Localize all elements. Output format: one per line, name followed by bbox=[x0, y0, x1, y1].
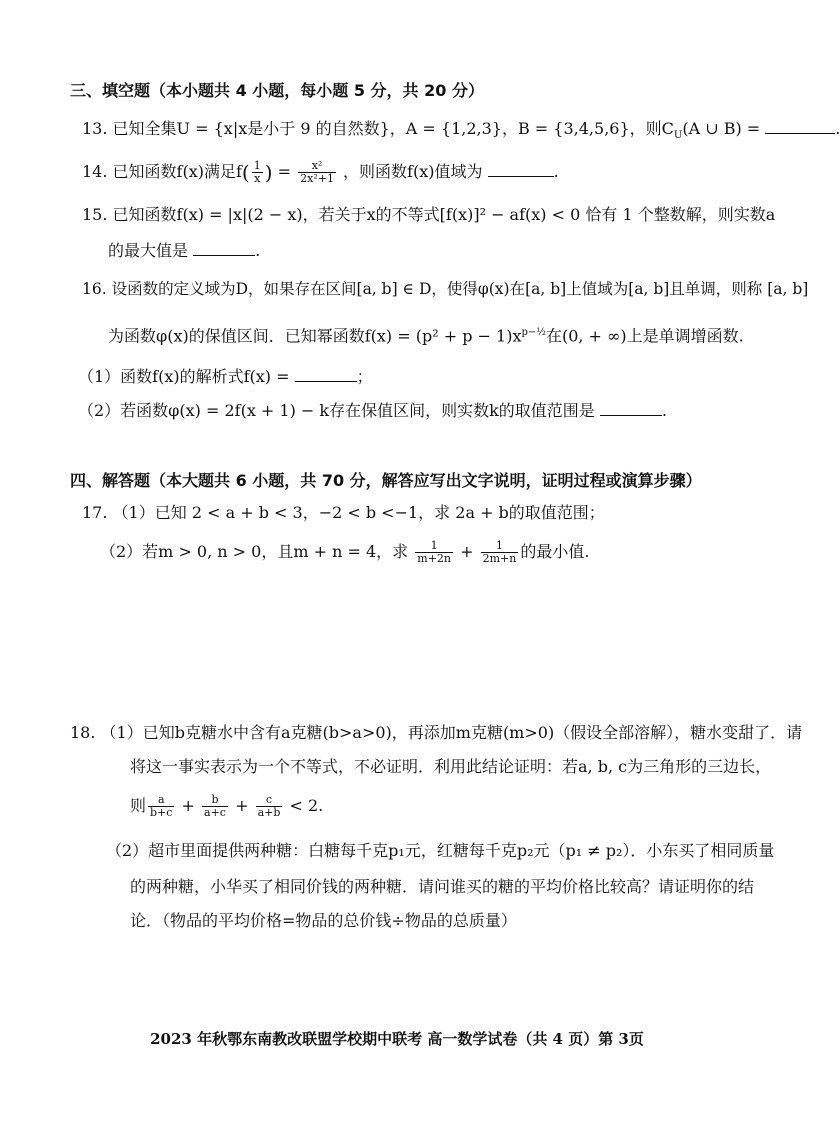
numerator: 1 bbox=[253, 159, 261, 172]
question-text: （2）若函数φ(x) = 2f(x + 1) − k存在保值区间，则实数k的取值范围是 bbox=[78, 401, 595, 420]
question-text: 设函数的定义域为D，如果存在区间[a, b] ∈ D，使得φ(x)在[a, b]上值域为[a, b]且单调，则称 [a, b] bbox=[111, 280, 809, 298]
question-17-part-1 bbox=[82, 502, 605, 524]
exponent: p−½ bbox=[521, 327, 546, 338]
numerator: 1 bbox=[481, 540, 519, 553]
end-mark: . bbox=[553, 162, 559, 181]
question-15-line-2 bbox=[108, 240, 260, 262]
question-14 bbox=[82, 160, 559, 185]
question-number: 14. bbox=[82, 162, 108, 181]
question-18-line-3 bbox=[130, 794, 323, 819]
question-text: （1）已知b克糖水中含有a克糖(b>a>0)，再添加m克糖(m>0)（假设全部溶解），糖水变甜了．请 bbox=[100, 723, 803, 742]
question-13 bbox=[82, 118, 840, 147]
denominator: b+c bbox=[150, 806, 173, 819]
fraction-b-over-a-plus-c bbox=[202, 794, 228, 819]
denominator: a+c bbox=[204, 806, 226, 819]
question-16-line-2 bbox=[108, 322, 744, 347]
question-text: （2）若m > 0, n > 0，且m + n = 4，求 bbox=[100, 542, 409, 561]
end-mark: . bbox=[835, 119, 840, 138]
page-footer: 2023 年秋鄂东南教改联盟学校期中联考 高一数学试卷（共 4 页）第 3页 bbox=[150, 1030, 644, 1048]
question-15-line-1 bbox=[82, 204, 775, 226]
question-18-line-2: 将这一事实表示为一个不等式，不必证明．利用此结论证明：若a, b, c为三角形的三边长， bbox=[130, 757, 772, 776]
question-text-tail: 在(0, + ∞)上是单调增函数. bbox=[545, 326, 744, 346]
denominator: m+2n bbox=[417, 552, 451, 565]
answer-blank[interactable] bbox=[600, 401, 662, 416]
question-18-line-6: 论．（物品的平均价格=物品的总价钱÷物品的总质量） bbox=[130, 911, 517, 930]
numerator: b bbox=[202, 794, 228, 807]
denominator: 2x²+1 bbox=[300, 172, 334, 185]
question-number: 15. bbox=[82, 205, 108, 224]
fraction-1-over-x bbox=[252, 160, 263, 185]
question-text: 已知函数f(x) = |x|(2 − x)，若关于x的不等式[f(x)]² − af(x) < 0 恰有 1 个整数解，则实数a bbox=[112, 205, 776, 224]
denominator: a+b bbox=[257, 806, 281, 819]
right-paren: ) bbox=[264, 160, 273, 185]
end-mark: ； bbox=[356, 367, 373, 386]
denominator: x bbox=[254, 172, 261, 185]
question-16-line-1 bbox=[82, 278, 808, 300]
denominator: 2m+n bbox=[482, 552, 517, 565]
question-number: 16. bbox=[82, 280, 107, 298]
question-16-part-1 bbox=[78, 366, 373, 388]
question-text: 为函数φ(x)的保值区间．已知幂函数f(x) = (p² + p − 1)x bbox=[108, 326, 522, 346]
section-3-heading: 三、填空题（本小题共 4 小题，每小题 5 分，共 20 分） bbox=[70, 81, 484, 100]
question-18-line-5: 的两种糖，小华买了相同价钱的两种糖．请问谁买的糖的平均价格比较高？请证明你的结 bbox=[130, 877, 755, 896]
answer-blank[interactable] bbox=[488, 162, 554, 177]
question-number: 17. bbox=[82, 503, 108, 522]
question-text: （1）已知 2 < a + b < 3，−2 < b <−1，求 2a + b的取值范围； bbox=[112, 503, 605, 522]
numerator: 1 bbox=[415, 540, 453, 553]
end-mark: . bbox=[255, 241, 261, 260]
question-number: 18. bbox=[70, 723, 96, 742]
question-18-line-1 bbox=[70, 722, 802, 744]
numerator: a bbox=[148, 794, 174, 807]
question-text: 已知全集U = {x|x是小于 9 的自然数}，A = {1,2,3}，B = {3,4,5,6}，则C bbox=[112, 119, 674, 138]
numerator: x² bbox=[298, 160, 336, 173]
numerator: c bbox=[256, 794, 283, 807]
left-paren: ( bbox=[241, 160, 250, 185]
question-16-part-2 bbox=[78, 400, 667, 422]
question-text-tail: (A ∪ B) = bbox=[682, 119, 761, 138]
question-text-tail: < 2. bbox=[289, 796, 324, 815]
end-mark: . bbox=[661, 401, 667, 420]
answer-blank[interactable] bbox=[193, 241, 255, 256]
fraction-a-over-b-plus-c bbox=[148, 794, 174, 819]
answer-blank[interactable] bbox=[765, 119, 835, 134]
answer-blank[interactable] bbox=[295, 367, 357, 382]
question-text: 已知函数f(x)满足f bbox=[112, 162, 242, 181]
question-text: （1）函数f(x)的解析式f(x) = bbox=[78, 367, 290, 386]
plus-sign: + bbox=[235, 796, 249, 815]
question-text: 则 bbox=[130, 796, 147, 815]
equals: = bbox=[277, 162, 292, 181]
question-17-part-2 bbox=[100, 540, 589, 565]
question-text: 的最大值是 bbox=[108, 241, 189, 260]
fraction-c-over-a-plus-b bbox=[256, 794, 283, 819]
plus-sign: + bbox=[181, 796, 195, 815]
question-number: 13. bbox=[82, 119, 108, 138]
plus-sign: + bbox=[460, 542, 474, 561]
subscript-u: U bbox=[673, 130, 683, 142]
question-18-line-4: （2）超市里面提供两种糖：白糖每千克p₁元，红糖每千克p₂元（p₁ ≠ p₂）．小东买了相同质量 bbox=[106, 841, 775, 860]
fraction-rhs bbox=[298, 160, 336, 185]
fraction-1-over-2m-plus-n bbox=[481, 540, 519, 565]
fraction-1-over-m-plus-2n bbox=[415, 540, 453, 565]
question-text-tail: 的最小值. bbox=[520, 542, 590, 561]
question-text-tail: ，则函数f(x)值域为 bbox=[343, 162, 483, 181]
section-4-heading: 四、解答题（本大题共 6 小题，共 70 分，解答应写出文字说明，证明过程或演算步骤） bbox=[70, 471, 702, 490]
